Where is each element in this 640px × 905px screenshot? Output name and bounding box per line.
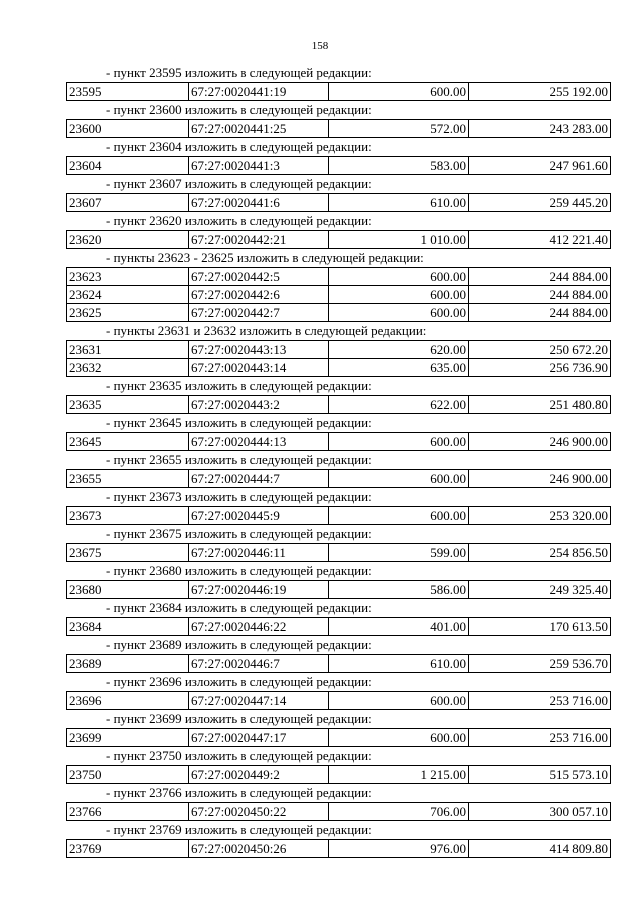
- value-cell: 244 884.00: [469, 304, 611, 322]
- item-number-cell: 23750: [67, 766, 189, 784]
- section-heading: - пункт 23750 изложить в следующей редакции:: [106, 748, 372, 763]
- item-number-cell: 23632: [67, 359, 189, 377]
- item-number-cell: 23600: [67, 120, 189, 138]
- value-cell: 515 573.10: [469, 766, 611, 784]
- table-row: [67, 341, 611, 359]
- item-number-cell: 23769: [67, 840, 189, 858]
- cadastral-number-cell: 67:27:0020442:6: [189, 286, 329, 304]
- value-cell: 170 613.50: [469, 618, 611, 636]
- table-row: [67, 120, 611, 138]
- cadastral-number-cell: 67:27:0020450:26: [189, 840, 329, 858]
- area-cell: 583.00: [329, 157, 469, 175]
- item-number-cell: 23684: [67, 618, 189, 636]
- area-cell: 600.00: [329, 83, 469, 101]
- section-table: [66, 728, 611, 747]
- value-cell: 243 283.00: [469, 120, 611, 138]
- section-heading: - пункт 23769 изложить в следующей редакции:: [106, 822, 372, 837]
- cadastral-number-cell: 67:27:0020443:14: [189, 359, 329, 377]
- section-table: [66, 543, 611, 562]
- section-table: [66, 230, 611, 249]
- section-table: [66, 193, 611, 212]
- section-table: [66, 156, 611, 175]
- cadastral-number-cell: 67:27:0020446:7: [189, 655, 329, 673]
- table-row: [67, 766, 611, 784]
- cadastral-number-cell: 67:27:0020441:25: [189, 120, 329, 138]
- cadastral-number-cell: 67:27:0020441:6: [189, 194, 329, 212]
- cadastral-number-cell: 67:27:0020447:17: [189, 729, 329, 747]
- value-cell: 256 736.90: [469, 359, 611, 377]
- area-cell: 976.00: [329, 840, 469, 858]
- item-number-cell: 23673: [67, 507, 189, 525]
- cadastral-number-cell: 67:27:0020442:21: [189, 231, 329, 249]
- item-number-cell: 23595: [67, 83, 189, 101]
- section-table: [66, 119, 611, 138]
- value-cell: 253 716.00: [469, 729, 611, 747]
- section-table: [66, 395, 611, 414]
- value-cell: 251 480.80: [469, 396, 611, 414]
- value-cell: 246 900.00: [469, 470, 611, 488]
- item-number-cell: 23620: [67, 231, 189, 249]
- section-heading: - пункт 23675 изложить в следующей редакции:: [106, 526, 372, 541]
- area-cell: 600.00: [329, 729, 469, 747]
- value-cell: 255 192.00: [469, 83, 611, 101]
- amendments-list: [66, 64, 610, 858]
- item-number-cell: 23689: [67, 655, 189, 673]
- section-heading: - пункт 23680 изложить в следующей редакции:: [106, 563, 372, 578]
- cadastral-number-cell: 67:27:0020441:3: [189, 157, 329, 175]
- area-cell: 600.00: [329, 286, 469, 304]
- value-cell: 412 221.40: [469, 231, 611, 249]
- table-row: [67, 231, 611, 249]
- section-heading: - пункт 23766 изложить в следующей редакции:: [106, 785, 372, 800]
- value-cell: 244 884.00: [469, 268, 611, 286]
- cadastral-number-cell: 67:27:0020443:13: [189, 341, 329, 359]
- area-cell: 706.00: [329, 803, 469, 821]
- cadastral-number-cell: 67:27:0020445:9: [189, 507, 329, 525]
- area-cell: 620.00: [329, 341, 469, 359]
- item-number-cell: 23766: [67, 803, 189, 821]
- table-row: [67, 396, 611, 414]
- table-row: [67, 544, 611, 562]
- item-number-cell: 23604: [67, 157, 189, 175]
- section-heading: - пункт 23689 изложить в следующей редакции:: [106, 637, 372, 652]
- cadastral-number-cell: 67:27:0020444:13: [189, 433, 329, 451]
- cadastral-number-cell: 67:27:0020447:14: [189, 692, 329, 710]
- value-cell: 414 809.80: [469, 840, 611, 858]
- table-row: [67, 286, 611, 304]
- section-heading: - пункт 23696 изложить в следующей редакции:: [106, 674, 372, 689]
- value-cell: 247 961.60: [469, 157, 611, 175]
- section-heading: - пункт 23655 изложить в следующей редакции:: [106, 452, 372, 467]
- table-row: [67, 470, 611, 488]
- cadastral-number-cell: 67:27:0020450:22: [189, 803, 329, 821]
- area-cell: 600.00: [329, 304, 469, 322]
- item-number-cell: 23635: [67, 396, 189, 414]
- table-row: [67, 304, 611, 322]
- item-number-cell: 23696: [67, 692, 189, 710]
- section-heading: - пункт 23673 изложить в следующей редакции:: [106, 489, 372, 504]
- section-heading: - пункт 23635 изложить в следующей редакции:: [106, 378, 372, 393]
- item-number-cell: 23645: [67, 433, 189, 451]
- area-cell: 600.00: [329, 507, 469, 525]
- area-cell: 401.00: [329, 618, 469, 636]
- item-number-cell: 23655: [67, 470, 189, 488]
- section-table: [66, 506, 611, 525]
- section-heading: - пункт 23684 изложить в следующей редакции:: [106, 600, 372, 615]
- table-row: [67, 581, 611, 599]
- cadastral-number-cell: 67:27:0020441:19: [189, 83, 329, 101]
- section-table: [66, 617, 611, 636]
- cadastral-number-cell: 67:27:0020442:7: [189, 304, 329, 322]
- section-heading: - пункты 23631 и 23632 изложить в следующей редакции:: [106, 323, 427, 338]
- section-heading: - пункт 23595 изложить в следующей редакции:: [106, 65, 372, 80]
- section-heading: - пункт 23645 изложить в следующей редакции:: [106, 415, 372, 430]
- area-cell: 586.00: [329, 581, 469, 599]
- section-heading: - пункт 23699 изложить в следующей редакции:: [106, 711, 372, 726]
- page-number: 158: [311, 40, 329, 52]
- section-heading: - пункт 23604 изложить в следующей редакции:: [106, 139, 372, 154]
- table-row: [67, 507, 611, 525]
- section-table: [66, 654, 611, 673]
- item-number-cell: 23631: [67, 341, 189, 359]
- cadastral-number-cell: 67:27:0020444:7: [189, 470, 329, 488]
- area-cell: 610.00: [329, 655, 469, 673]
- section-heading: - пункт 23620 изложить в следующей редакции:: [106, 213, 372, 228]
- value-cell: 300 057.10: [469, 803, 611, 821]
- item-number-cell: 23680: [67, 581, 189, 599]
- item-number-cell: 23699: [67, 729, 189, 747]
- section-table: [66, 432, 611, 451]
- table-row: [67, 433, 611, 451]
- item-number-cell: 23624: [67, 286, 189, 304]
- cadastral-number-cell: 67:27:0020446:19: [189, 581, 329, 599]
- cadastral-number-cell: 67:27:0020443:2: [189, 396, 329, 414]
- value-cell: 253 716.00: [469, 692, 611, 710]
- table-row: [67, 157, 611, 175]
- value-cell: 254 856.50: [469, 544, 611, 562]
- item-number-cell: 23623: [67, 268, 189, 286]
- table-row: [67, 729, 611, 747]
- cadastral-number-cell: 67:27:0020442:5: [189, 268, 329, 286]
- value-cell: 249 325.40: [469, 581, 611, 599]
- table-row: [67, 840, 611, 858]
- table-row: [67, 83, 611, 101]
- section-heading: - пункты 23623 - 23625 изложить в следующей редакции:: [106, 250, 424, 265]
- section-table: [66, 267, 611, 322]
- cadastral-number-cell: 67:27:0020446:11: [189, 544, 329, 562]
- section-table: [66, 691, 611, 710]
- value-cell: 246 900.00: [469, 433, 611, 451]
- area-cell: 610.00: [329, 194, 469, 212]
- table-row: [67, 692, 611, 710]
- area-cell: 600.00: [329, 692, 469, 710]
- section-table: [66, 839, 611, 858]
- value-cell: 259 445.20: [469, 194, 611, 212]
- table-row: [67, 655, 611, 673]
- area-cell: 600.00: [329, 470, 469, 488]
- area-cell: 599.00: [329, 544, 469, 562]
- section-heading: - пункт 23600 изложить в следующей редакции:: [106, 102, 372, 117]
- area-cell: 572.00: [329, 120, 469, 138]
- section-table: [66, 802, 611, 821]
- value-cell: 259 536.70: [469, 655, 611, 673]
- cadastral-number-cell: 67:27:0020446:22: [189, 618, 329, 636]
- table-row: [67, 268, 611, 286]
- item-number-cell: 23607: [67, 194, 189, 212]
- area-cell: 1 010.00: [329, 231, 469, 249]
- section-table: [66, 765, 611, 784]
- table-row: [67, 803, 611, 821]
- item-number-cell: 23675: [67, 544, 189, 562]
- cadastral-number-cell: 67:27:0020449:2: [189, 766, 329, 784]
- area-cell: 600.00: [329, 268, 469, 286]
- area-cell: 1 215.00: [329, 766, 469, 784]
- area-cell: 622.00: [329, 396, 469, 414]
- table-row: [67, 618, 611, 636]
- section-table: [66, 469, 611, 488]
- section-heading: - пункт 23607 изложить в следующей редакции:: [106, 176, 372, 191]
- item-number-cell: 23625: [67, 304, 189, 322]
- value-cell: 244 884.00: [469, 286, 611, 304]
- area-cell: 600.00: [329, 433, 469, 451]
- value-cell: 250 672.20: [469, 341, 611, 359]
- section-table: [66, 340, 611, 377]
- section-table: [66, 580, 611, 599]
- section-table: [66, 82, 611, 101]
- table-row: [67, 359, 611, 377]
- value-cell: 253 320.00: [469, 507, 611, 525]
- area-cell: 635.00: [329, 359, 469, 377]
- table-row: [67, 194, 611, 212]
